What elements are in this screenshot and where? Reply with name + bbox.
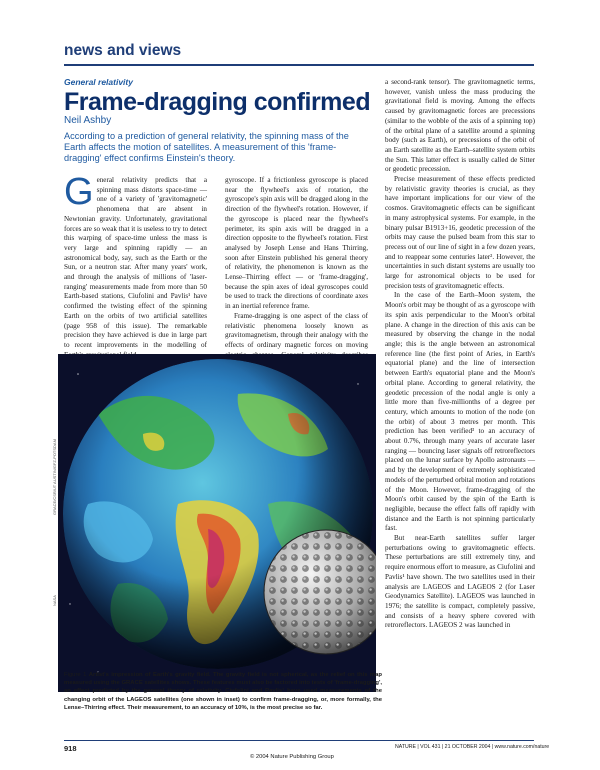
- footer-rule: [64, 740, 534, 741]
- figure-credit: GRACE/CSR/UT AUSTIN/GFZ-POTSDAM: [52, 439, 57, 515]
- text-column-3: [385, 78, 535, 631]
- article-kicker: General relativity: [64, 77, 133, 87]
- caption-text-end: Their measurement, to an accuracy of 10%, is the most precise so far.: [127, 704, 323, 711]
- caption-label: Figure 1: [64, 672, 87, 678]
- section-rule: [64, 64, 534, 66]
- caption-lead: Artist's impression of Earth's gravity field.: [88, 672, 211, 678]
- article-author: Neil Ashby: [64, 115, 112, 126]
- text-column-2: [225, 176, 368, 380]
- caption-text: The gravity field is not spherical, as the relief on this map measured using the GRACE satellites shows. These features must also be factored into tests of 'frame-dragging', an effect predicted by the general theory of relativity. Ciufolini and Pavlis¹ have used measurements of the changing orbit of the LAGEOS satellites (one shown in inset) to confirm frame-dragging, or, more formally, the Lense–Thirring effect.: [64, 672, 383, 711]
- page-number: 918: [64, 744, 77, 753]
- figure-earth-gravity: [58, 354, 376, 692]
- figure-caption: [64, 671, 382, 712]
- paragraph: But near-Earth satellites suffer larger perturbations owing to gravitomagnetic effects. These perturbations are still extremely tiny, and require enormous effort to measure, as Ciufolini and Pavlis¹ have shown. The two satellites used in their analysis are LAGEOS and LAGEOS 2 (for Laser Geodynamics Satellite). LAGEOS was launched in 1976; the satellite is compact, completely passive, and consists of a heavy sphere covered with retroreflectors. LAGEOS 2 was launched in: [385, 534, 535, 630]
- paragraph: gyroscope. If a frictionless gyroscope is placed near the flywheel's axis of rotation, the gyroscope's spin axis will be dragged along in the direction of the flywheel's rotation. However, if the gyroscope is placed near the flywheel's perimeter, its spin axis will be dragged in a direction opposite to the flywheel's rotation. First analysed by Joseph Lense and Hans Thirring, soon after Einstein published his general theory of relativity, the phenomenon is known as the Lense–Thirring effect — or 'frame-dragging', because the spin axes of ideal gyroscopes could be used to track the directions of coordinate axes in an inertial reference frame.: [225, 176, 368, 311]
- article-title: Frame-dragging confirmed: [64, 88, 371, 116]
- paragraph: General relativity predicts that a spinning mass distorts space-time — one of a variety of 'gravitomagnetic' phenomena that are absent in Newtonian gravity. Unfortunately, gravitational forces are so weak that it is useless to try to detect this warping of space-time unless the mass is very large and spinning rapidly — an astronomical body, say, such as the Earth or the Sun, or a neutron star. After many years' work, and through the analysis of millions of 'laser-ranging' measurements made from more than 50 Earth-based stations, Ciufolini and Pavlis¹ have confirmed the twisting effect of the spinning Earth on the orbits of two artificial satellites (page 958 of this issue). The remarkable precision they have achieved is due in large part to recent improvements in the modelling of: [64, 171, 207, 349]
- inset-credit: NASA: [52, 595, 57, 606]
- paragraph: a second-rank tensor). The gravitomagnetic terms, however, vanish unless the mass producing the gravitational field is moving. Among the effects caused by gravitomagnetic forces are precessions (similar to the wobble of the axis of a spinning top) of the orbital plane of a satellite around a spinning body (such as Earth), or precessions of the orbit of an Earth satellite as the Earth–satellite system orbits the Sun. This latter effect is usually called de Sitter or geodetic precession.: [385, 78, 535, 174]
- paragraph: Frame-dragging is one aspect of the class of relativistic phenomena loosely known as gravitomagnetism, through their analogy with the effects of ordinary magnetic forces on moving: [225, 311, 368, 349]
- paragraph: In the case of the Earth–Moon system, the Moon's orbit may be thought of as a gyroscope with its spin axis perpendicular to the Moon's orbital plane. A change in the direction of this axis can be measured by observing the change in the nodal angle; this is the angle between an astronomical reference line (the first point of Aries, in Earth's equatorial plane) and the line of intersection between Earth's equatorial plane and the Moon's orbital plane. According to general relativity, the geodetic precession of the nodal angle is only a little more than five-millionths of a degree per century, which amounts to motion of the node (on the orbit) of about 3 metres per month. This prediction has been verified³ to an accuracy of about 0.7%, through many years of accurate laser ranging — bouncing laser signals off retroreflectors placed on the lunar surface by Apollo astronauts — and by the development of extremely sophisticated models of the perturbed orbital motion and rotations of the Moon. However, frame-dragging of the Moon's orbit caused by the spin of the Earth is negligible, because the effect falls off rapidly with distance and the Earth is not spinning particularly fast.: [385, 291, 535, 533]
- section-header: news and views: [64, 42, 182, 59]
- standfirst: According to a prediction of general relativity, the spinning mass of the Earth affects the motion of satellites. A measurement of this 'frame-dragging' effect confirms Einstein's theory.: [64, 131, 349, 163]
- paragraph: Precise measurement of these effects predicted by relativistic gravity theories is crucial, as they have important implications for our view of the cosmos. Gravitomagnetic effects can be significant in many astrophysical systems. For example, in the binary pulsar B1913+16, geodetic precession of the orbits may cause the pulsed beam from this star to precess out of our line of sight in a few dozen years, and to reappear some centuries later². However, the uncertainties in such distant systems are usually too large for astronomical objects to be used for precision tests of gravitomagnetic effects.: [385, 175, 535, 290]
- journal-citation: NATURE | VOL 431 | 21 OCTOBER 2004 | www.nature.com/nature: [395, 744, 550, 750]
- copyright: © 2004 Nature Publishing Group: [250, 754, 334, 760]
